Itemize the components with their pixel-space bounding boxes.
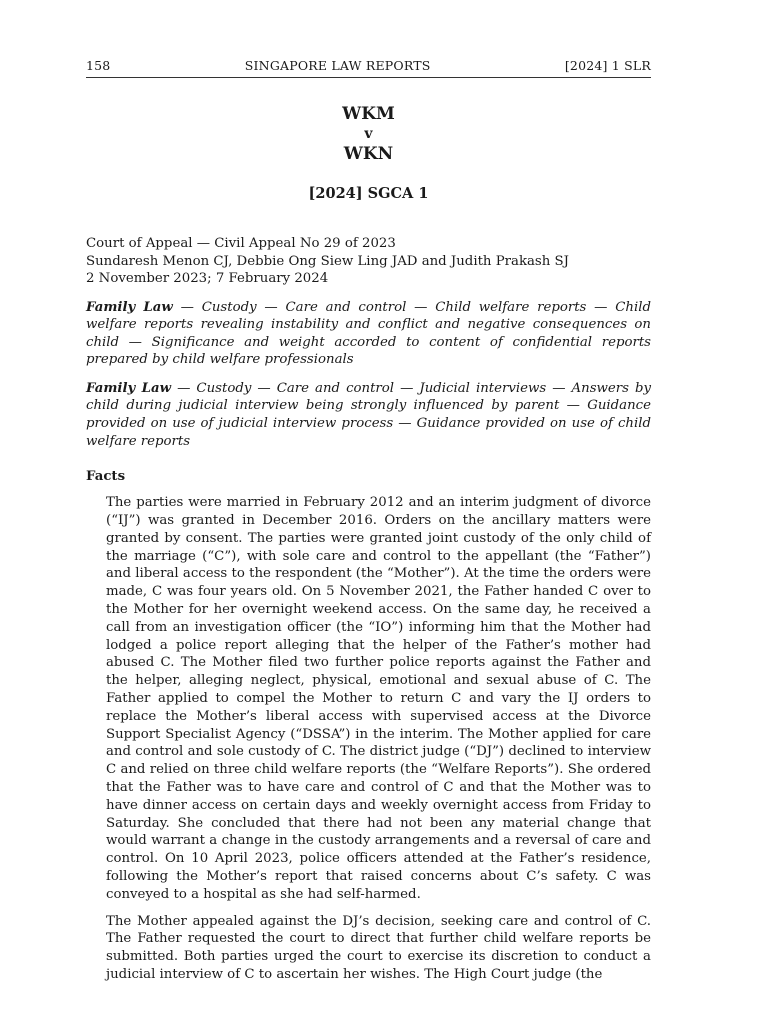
catchword-text: — Custody — Care and control — Child welfare reports — Child welfare reports revealing instability and conflict and negative consequences on child — Significance and weight accorded to content of confidential reports prepared by child welfare professionals: [86, 299, 651, 368]
catchwords-block: [86, 380, 651, 450]
report-volume: [2024] 1 SLR: [564, 58, 651, 73]
facts-paragraph: The Mother appealed against the DJ’s decision, seeking care and control of C. The Father requested the court to direct that further child welfare reports be submitted. Both parties urged the court to exercise its discretion to conduct a judicial interview of C to ascertain her wishes. The High Court judge (the: [106, 913, 651, 982]
court-line: Court of Appeal — Civil Appeal No 29 of 2023: [86, 236, 396, 251]
catchword-subject: Family Law: [86, 380, 172, 396]
dates-line: 2 November 2023; 7 February 2024: [86, 271, 329, 286]
catchword-subject: Family Law: [86, 299, 173, 315]
appellant-name: WKM: [342, 104, 395, 124]
catchwords-block: [86, 299, 651, 369]
respondent-name: WKN: [343, 144, 394, 164]
versus-label: v: [364, 126, 373, 142]
case-name: [86, 104, 651, 165]
facts-heading: Facts: [86, 469, 126, 485]
court-info: [86, 235, 651, 288]
neutral-citation: [2024] SGCA 1: [308, 185, 429, 202]
document-page: [86, 58, 651, 984]
running-header: [86, 58, 651, 78]
catchword-text: — Custody — Care and control — Judicial interviews — Answers by child during judicial interview being strongly influenced by parent — Guidance provided on use of judicial interview process — Guidance provided on use of child welfare reports: [86, 380, 651, 449]
page-number: 158: [86, 58, 111, 73]
judges-line: Sundaresh Menon CJ, Debbie Ong Siew Ling JAD and Judith Prakash SJ: [86, 253, 569, 269]
facts-paragraph: The parties were married in February 2012 and an interim judgment of divorce (“IJ”) was granted in December 2016. Orders on the ancillary matters were granted by consent. The parties were granted joint custody of the only child of the marriage (“C”), with sole care and control to the appellant (the “Father”) and liberal access to the respondent (the “Mother”). At the time the orders were made, C was four years old. On 5 November 2021, the Father handed C over to the Mother for her overnight weekend access. On the same day, he received a call from an investigation officer (the “IO”) informing him that the Mother had lodged a police report alleging that the helper of the Father’s mother had abused C. The Mother filed two further police reports against the Father and the helper, alleging neglect, physical, emotional and sexual abuse of C. The Father applied to compel the Mother to return C and vary the IJ orders to replace the Mother’s liberal access with supervised access at the Divorce Support Specialist Agency (“DSSA”) in the interim. The Mother applied for care and control and sole custody of C. The district judge (“DJ”) declined to interview C and relied on three child welfare reports (the “Welfare Reports”). She ordered that the Father was to have care and control of C and that the Mother was to have dinner access on certain days and weekly overnight access from Friday to Saturday. She concluded that there had not been any material change that would warrant a change in the custody arrangements and a reversal of care and control. On 10 April 2023, police officers attended at the Father’s residence, following the Mother’s report that raised concerns about C’s safety. C was conveyed to a hospital as she had self-harmed.: [106, 495, 651, 902]
report-title: SINGAPORE LAW REPORTS: [244, 58, 431, 73]
